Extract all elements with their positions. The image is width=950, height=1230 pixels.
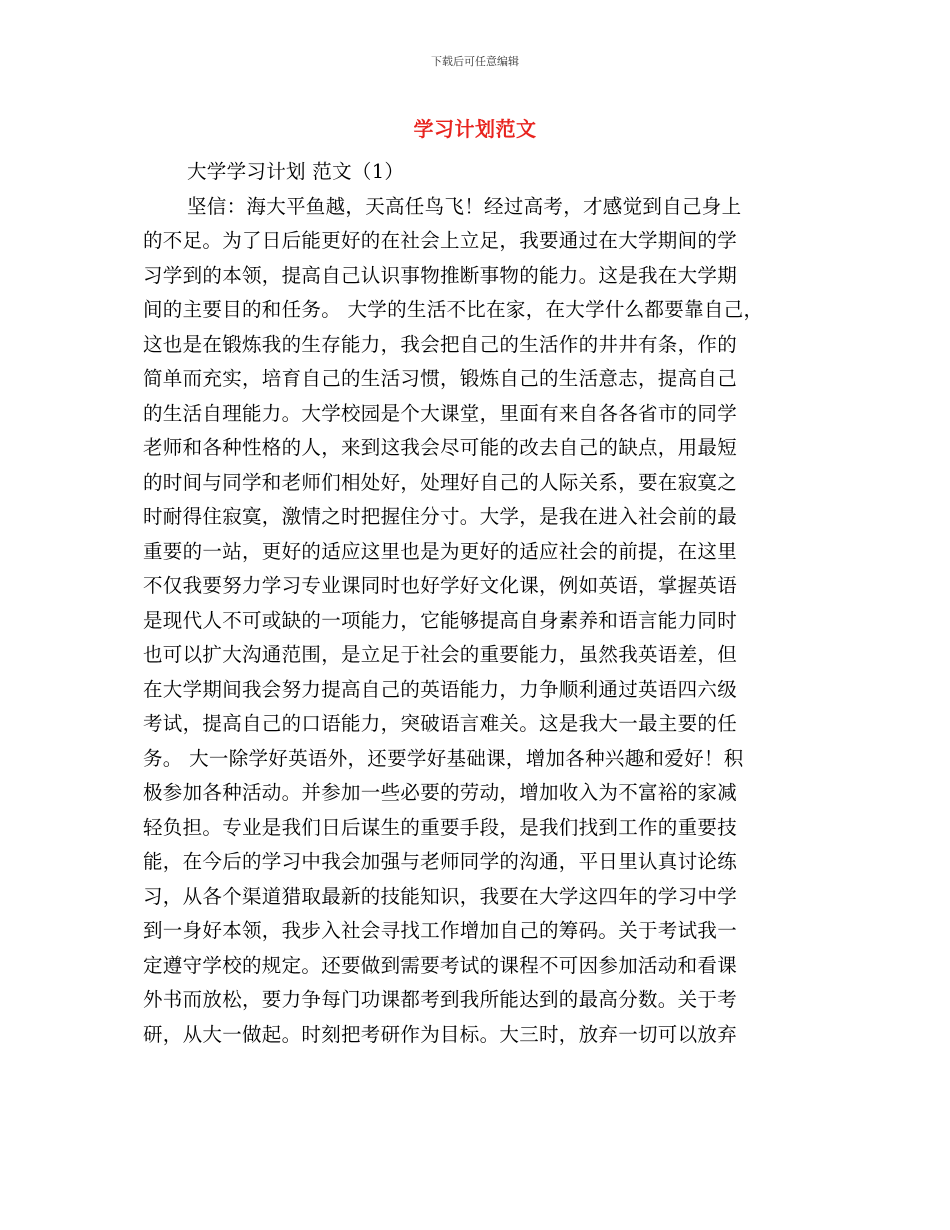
body-line: 重要的一站，更好的适应这里也是为更好的适应社会的前提，在这里 [143, 539, 738, 563]
body-line: 坚信：海大平鱼越，天高任鸟飞！经过高考，才感觉到自己身上 [187, 194, 742, 218]
body-line: 研，从大一做起。时刻把考研作为目标。大三时，放弃一切可以放弃 [143, 1022, 738, 1046]
body-line: 习，从各个渠道猎取最新的技能知识，我要在大学这四年的学习中学 [143, 884, 738, 908]
subtitle-line: 大学学习计划 范文（1） [187, 160, 405, 183]
body-line: 不仅我要努力学习专业课同时也好学好文化课，例如英语，掌握英语 [143, 574, 738, 597]
body-line: 能，在今后的学习中我会加强与老师同学的沟通，平日里认真讨论练 [143, 850, 738, 873]
body-line: 的不足。为了日后能更好的在社会上立足，我要通过在大学期间的学 [143, 229, 738, 252]
body-line: 老师和各种性格的人，来到这我会尽可能的改去自己的缺点，用最短 [143, 436, 738, 459]
body-line: 定遵守学校的规定。还要做到需要考试的课程不可因参加活动和看课 [143, 953, 738, 977]
body-line: 是现代人不可或缺的一项能力，它能够提高自身素养和语言能力同时 [143, 608, 738, 632]
body-line: 简单而充实，培育自己的生活习惯，锻炼自己的生活意志，提高自己 [143, 367, 738, 390]
body-line: 考试，提高自己的口语能力，突破语言难关。这是我大一最主要的任 [143, 712, 738, 735]
body-line: 务。 大一除学好英语外，还要学好基础课，增加各种兴趣和爱好！积 [143, 746, 744, 770]
body-line: 在大学期间我会努力提高自己的英语能力，力争顺利通过英语四六级 [143, 677, 738, 701]
document-title: 学习计划范文 [413, 117, 537, 141]
body-line: 极参加各种活动。并参加一些必要的劳动，增加收入为不富裕的家减 [143, 781, 738, 804]
body-line: 到一身好本领，我步入社会寻找工作增加自己的筹码。关于考试我一 [143, 919, 738, 942]
body-line: 时耐得住寂寞，激情之时把握住分寸。大学，是我在进入社会前的最 [143, 505, 738, 528]
body-line: 也可以扩大沟通范围，是立足于社会的重要能力，虽然我英语差，但 [143, 643, 738, 666]
body-line: 间的主要目的和任务。 大学的生活不比在家，在大学什么都要靠自己， [143, 298, 764, 321]
body-line: 的生活自理能力。大学校园是个大课堂，里面有来自各各省市的同学 [143, 401, 738, 425]
body-line: 这也是在锻炼我的生存能力，我会把自己的生活作的井井有条，作的 [143, 332, 738, 356]
body-line: 轻负担。专业是我们日后谋生的重要手段，是我们找到工作的重要技 [143, 815, 738, 839]
body-line: 习学到的本领，提高自己认识事物推断事物的能力。这是我在大学期 [143, 263, 738, 287]
body-line: 的时间与同学和老师们相处好，处理好自己的人际关系，要在寂寞之 [143, 470, 738, 494]
page-header-note: 下载后可任意编辑 [431, 55, 519, 68]
body-line: 外书而放松，要力争每门功课都考到我所能达到的最高分数。关于考 [143, 988, 738, 1011]
